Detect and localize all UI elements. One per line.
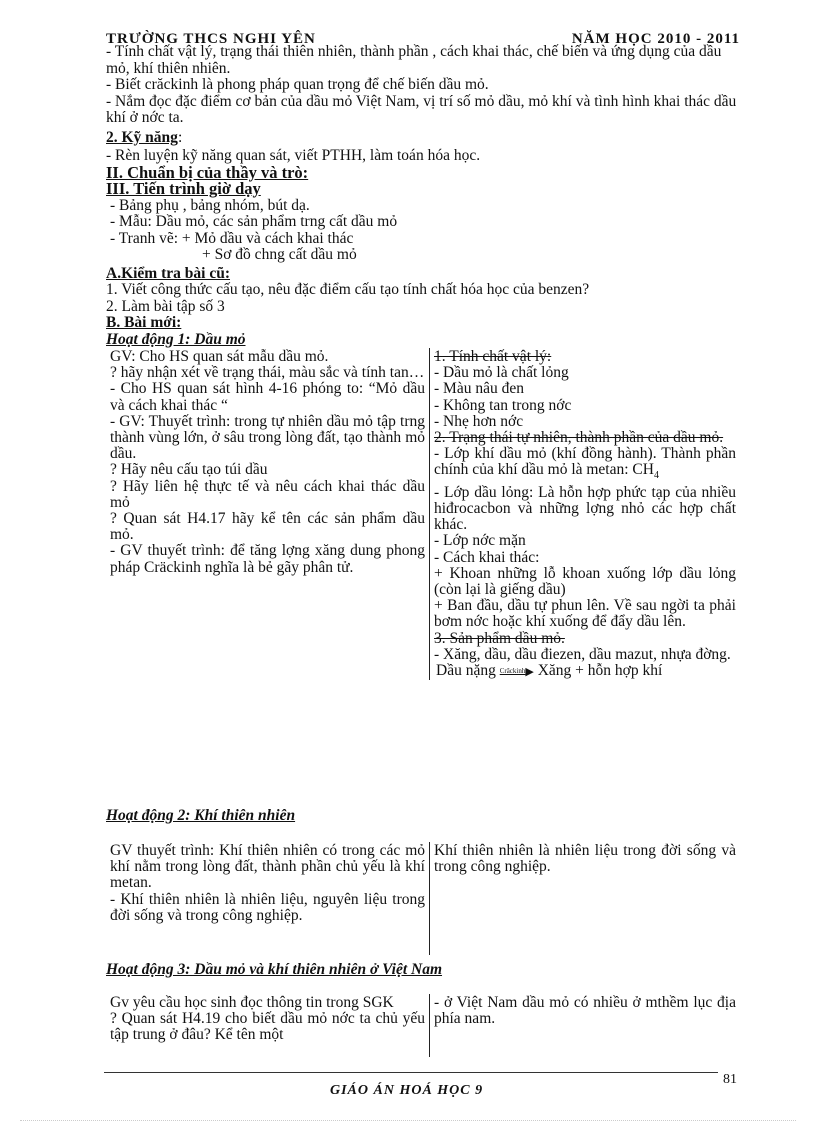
content-line: - Không tan trong nớc <box>434 396 572 414</box>
activity1-title: Hoạt động 1: Dầu mỏ <box>106 330 246 348</box>
activity3-content-col: - ở Việt Nam dầu mỏ có nhiều ở mthềm lục địa phía nam. <box>434 994 736 1028</box>
teacher-line: ? Hãy nêu cấu tạo túi dầu <box>110 461 268 479</box>
cracking-equation <box>434 663 736 680</box>
content-line: + Ban đầu, dầu tự phun lên. Về sau ngời ta phải bơm nớc hoặc khí xuống để đẩy dầu lên. <box>434 597 736 631</box>
content-line: + Khoan những lỗ khoan xuống lớp dầu lỏng (còn lại là giếng dầu) <box>434 564 736 598</box>
activity1-content-col <box>430 348 741 680</box>
activity3-title: Hoạt động 3: Dầu mỏ và khí thiên nhiên ở Việt Nam <box>106 961 443 978</box>
page-number: 81 <box>723 1072 737 1087</box>
process-heading: III. Tiến trình giờ dạy <box>106 179 261 198</box>
physical-props-heading: 1. Tính chất vật lý: <box>434 348 552 365</box>
activity3-block <box>106 994 740 1057</box>
heavy-oil: Dầu nặng <box>436 661 496 679</box>
gas-layer-text: - Lớp khí dầu mỏ (khí đồng hành). Thành phần chính của khí dầu mỏ là metan: CH <box>434 445 736 479</box>
arrow-icon: ▶ <box>525 665 534 678</box>
teacher-line: - GV thuyết trình: để tăng lợng xăng dung phong pháp Cräckinh nghĩa là bẻ gãy phân tử. <box>110 542 425 576</box>
teacher-line: - Cho HS quan sát hình 4-16 phóng to: “Mỏ dầu và cách khai thác “ <box>110 380 425 414</box>
skills-heading: 2. Kỹ năng <box>106 128 178 146</box>
activity1-table <box>106 348 740 680</box>
products: Xăng + hỗn hợp khí <box>537 661 663 679</box>
cracking-label: Crăckinh <box>499 666 526 675</box>
footer-divider <box>104 1072 718 1073</box>
new-lesson-heading: B. Bài mới: <box>106 314 182 331</box>
check-item: 1. Viết công thức cấu tạo, nêu đặc điểm cấu tạo tính chất hóa học của benzen? <box>106 281 590 298</box>
teacher-line: - Khí thiên nhiên là nhiên liệu, nguyên liệu trong đời sống và trong công nghiệp. <box>110 890 425 924</box>
content-line: - Lớp nớc mặn <box>434 532 526 550</box>
content-line: - Lớp dầu lỏng: Là hỗn hợp phức tạp của nhiều hiđrocacbon và những lợng nhỏ các hợp chất khác. <box>434 483 736 534</box>
skills-heading-line <box>106 130 740 147</box>
teacher-line: ? Quan sát H4.17 hãy kể tên các sản phẩm dầu mỏ. <box>110 510 425 544</box>
page-header <box>106 26 740 47</box>
activity2-content-col: Khí thiên nhiên là nhiên liệu trong đời sống và trong công nghiệp. <box>434 842 736 876</box>
intro-line: - Tính chất vật lý, trạng thái thiên nhiên, thành phần , cách khai thác, chế biến và ứng dụng của dầu mỏ, khí thiên nhiên. <box>106 43 722 77</box>
natural-state-heading: 2. Trạng thái tự nhiên, thành phần của dầu mỏ. <box>434 429 724 447</box>
content-line: - Xăng, dầu, dầu điezen, dầu mazut, nhựa đờng. <box>434 645 731 663</box>
content-line: - Cách khai thác: <box>434 548 540 566</box>
prep-sub-item: + Sơ đồ chng cất dầu mỏ <box>202 246 357 263</box>
prep-heading: II. Chuẩn bị của thầy và trò: <box>106 162 309 182</box>
activity2-block <box>106 842 740 955</box>
activity3-teacher-col <box>106 994 430 1057</box>
intro-line: - Biết crăckinh là phong pháp quan trọng để chế biến dầu mỏ. <box>106 76 489 93</box>
prep-item: - Bảng phụ , bảng nhóm, bút dạ. <box>110 196 310 214</box>
activity2-table <box>106 842 740 955</box>
check-item: 2. Làm bài tập số 3 <box>106 297 225 315</box>
teacher-line: ? Quan sát H4.19 cho biết dầu mỏ nớc ta chủ yếu tập trung ở đâu? Kể tên một <box>110 1010 425 1044</box>
skills-text: - Rèn luyện kỹ năng quan sát, viết PTHH, làm toán hóa học. <box>106 147 481 164</box>
prep-item: - Tranh vẽ: + Mỏ dầu và cách khai thác <box>110 229 354 247</box>
activity1-teacher-col <box>106 348 430 680</box>
school-name: TRƯỜNG THCS NGHI YÊN <box>106 31 316 47</box>
prep-item: - Mẫu: Dầu mỏ, các sản phẩm trng cất dầu mỏ <box>110 213 398 230</box>
content-line: - Dầu mỏ là chất lỏng <box>434 364 569 382</box>
school-year: NĂM HỌC 2010 - 2011 <box>571 31 740 47</box>
skills-colon: : <box>177 128 183 146</box>
page-content <box>106 44 740 680</box>
teacher-line: GV: Cho HS quan sát mẫu dầu mỏ. <box>110 348 329 365</box>
products-heading: 3. Sản phẩm dầu mỏ. <box>434 629 565 647</box>
page-edge-divider <box>20 1120 796 1121</box>
teacher-line: Gv yêu cầu học sinh đọc thông tin trong SGK <box>110 994 394 1011</box>
activity3-table <box>106 994 740 1057</box>
intro-line: - Nắm đọc đặc điểm cơ bản của dầu mỏ Việt Nam, vị trí số mỏ dầu, mỏ khí và tình hình khai thác dầu khí ở nớc ta. <box>106 92 737 126</box>
check-heading: A.Kiểm tra bài cũ: <box>106 264 230 282</box>
activity2-teacher-col <box>106 842 430 955</box>
content-line: - Nhẹ hơn nớc <box>434 412 524 430</box>
teacher-line: GV thuyết trình: Khí thiên nhiên có trong các mỏ khí nằm trong lòng đất, thành phần chủ yếu là khí metan. <box>110 842 425 892</box>
footer-title: GIÁO ÁN HOÁ HỌC 9 <box>330 1083 484 1098</box>
content-line: - Màu nâu đen <box>434 380 524 398</box>
teacher-line: ? Hãy liên hệ thực tế và nêu cách khai thác dầu mỏ <box>110 477 425 511</box>
ch4-subscript: 4 <box>653 470 659 482</box>
teacher-line: - GV: Thuyết trình: trong tự nhiên dầu mỏ tập trng thành vùng lớn, ở sâu trong lòng đất, tạo thành mỏ dầu. <box>110 412 425 463</box>
teacher-line: ? hãy nhận xét về trạng thái, màu sắc và tính tan… <box>110 364 425 382</box>
activity2-title: Hoạt động 2: Khí thiên nhiên <box>106 807 296 824</box>
content-line <box>434 446 736 485</box>
